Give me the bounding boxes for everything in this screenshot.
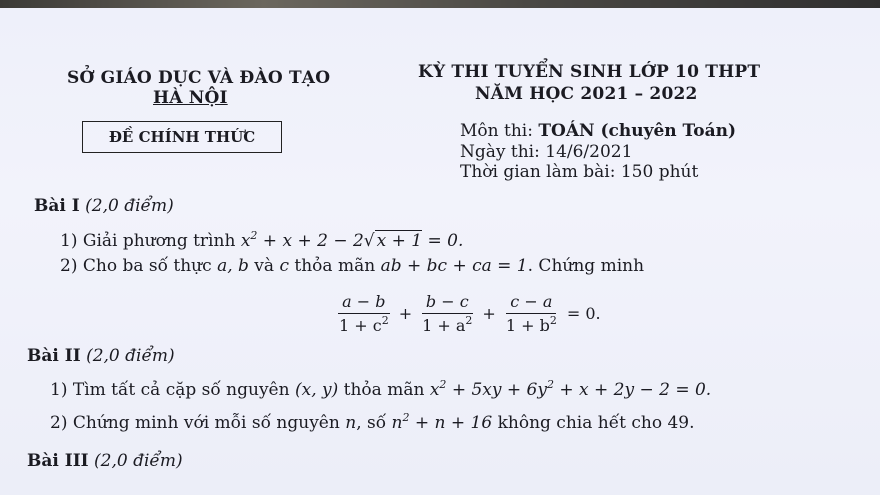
expression: $n^2 + n + 16$ (391, 411, 493, 433)
section-2-heading (27, 346, 175, 366)
question-text-condition: thỏa mãn (343, 380, 425, 400)
question-1-2 (60, 256, 644, 276)
question-text-prove: . Chứng minh (527, 256, 645, 276)
exam-title: KỲ THI TUYỂN SINH LỚP 10 THPT (418, 62, 761, 82)
official-label: ĐỀ CHÍNH THỨC (108, 128, 256, 146)
question-number: 1) (60, 231, 78, 251)
var-n: n (345, 413, 357, 433)
fraction-2-numerator: b − c (422, 292, 473, 314)
fraction-3-numerator: c − a (506, 292, 556, 314)
fraction-identity (332, 286, 604, 340)
section-1-heading (34, 196, 174, 216)
fraction-1-numerator: a − b (338, 292, 389, 314)
fraction-2-denominator: $1 + a^2$ (422, 313, 473, 335)
question-number: 1) (50, 380, 68, 400)
question-text: Tìm tất cả cặp số nguyên (72, 380, 290, 400)
equation: $x^2 + 5xy + 6y^2 + x + 2y - 2 = 0$. (429, 378, 712, 400)
vars-ab: a, b (217, 256, 249, 276)
department-name: SỞ GIÁO DỤC VÀ ĐÀO TẠO (67, 68, 331, 88)
school-year: NĂM HỌC 2021 – 2022 (475, 84, 698, 104)
fraction-3-denominator: $1 + b^2$ (505, 313, 557, 335)
question-text-and: và (254, 256, 275, 276)
section-3-points: (2,0 điểm) (94, 451, 183, 471)
section-1-title: Bài I (34, 196, 80, 216)
condition-equation: ab + bc + ca = 1 (380, 256, 528, 276)
exam-duration: Thời gian làm bài: 150 phút (460, 162, 699, 182)
question-text-tail: không chia hết cho 49. (497, 413, 695, 433)
section-2-points: (2,0 điểm) (86, 346, 175, 366)
question-text: Cho ba số thực (82, 256, 212, 276)
exam-date: Ngày thi: 14/6/2021 (460, 142, 633, 162)
subject-label: Môn thi: (460, 121, 533, 141)
question-number: 2) (60, 256, 78, 276)
equation: $x^2 + x + 2 - 2√$ x + 1 = 0. (240, 229, 464, 251)
background-edge (0, 0, 880, 8)
question-1-1 (60, 231, 463, 251)
fraction-1-denominator: $1 + c^2$ (339, 313, 389, 335)
section-3-heading (27, 451, 183, 471)
question-2-2 (50, 413, 695, 433)
city-name: HÀ NỘI (153, 88, 228, 108)
subject-line (460, 121, 736, 141)
section-3-title: Bài III (27, 451, 89, 471)
question-number: 2) (50, 413, 68, 433)
question-text: Giải phương trình (82, 231, 236, 251)
fraction-1 (335, 292, 393, 335)
question-2-1 (50, 380, 711, 400)
question-text-condition: thỏa mãn (294, 256, 376, 276)
section-2-title: Bài II (27, 346, 81, 366)
fraction-2 (418, 292, 476, 335)
subject-name: TOÁN (chuyên Toán) (538, 121, 737, 141)
equals-zero: = 0. (566, 303, 601, 323)
plus-sign: + (398, 303, 413, 323)
var-c: c (279, 256, 289, 276)
integer-pair: (x, y) (294, 380, 339, 400)
official-badge (82, 121, 282, 153)
plus-sign: + (482, 303, 496, 323)
question-text-number: , số (356, 413, 387, 433)
question-text: Chứng minh với mỗi số nguyên (72, 413, 340, 433)
section-1-points: (2,0 điểm) (85, 196, 174, 216)
fraction-3 (502, 292, 561, 335)
